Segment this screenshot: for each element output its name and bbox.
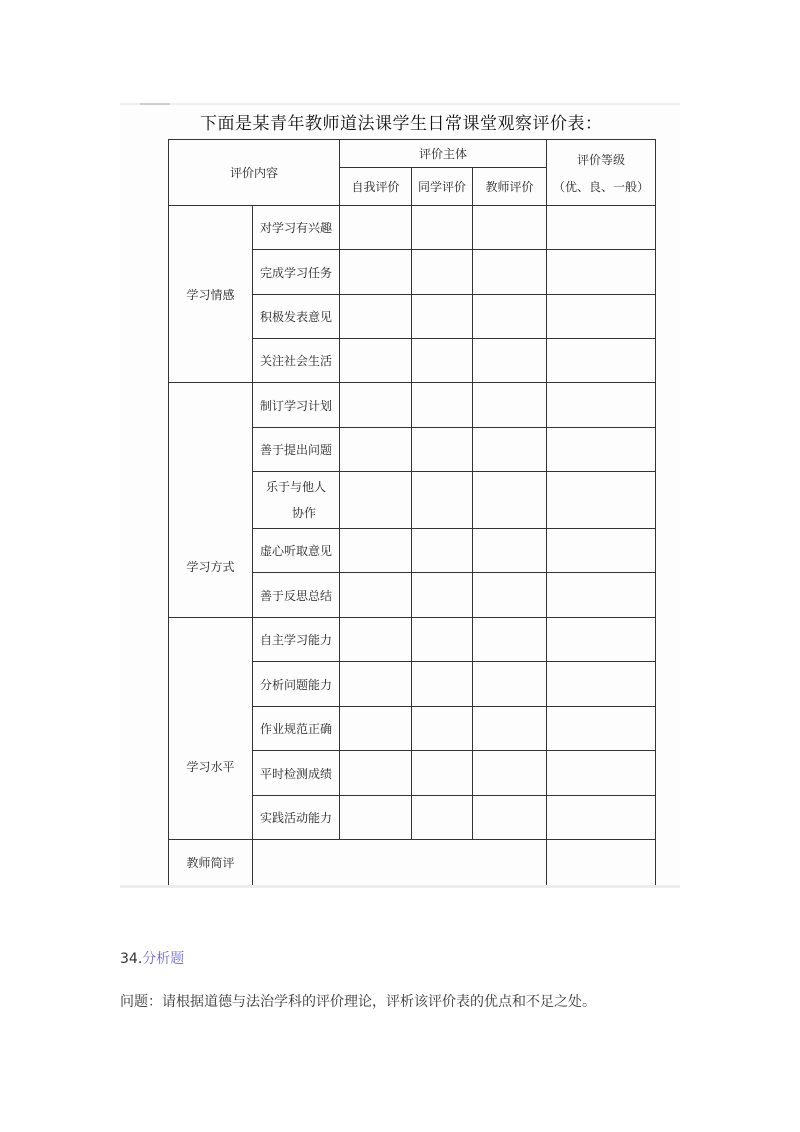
cell: [340, 383, 412, 428]
footer-comment-cell: [253, 840, 547, 886]
cell: [547, 573, 656, 618]
cell: [340, 250, 412, 295]
cell: [473, 206, 547, 250]
cell: [473, 707, 547, 751]
item-label-line1: 乐于与他人: [266, 480, 327, 494]
cell: [473, 428, 547, 472]
cell: [412, 707, 473, 751]
question-type-link[interactable]: 分析题: [142, 951, 185, 967]
cell: [340, 295, 412, 339]
header-subject: 评价主体: [340, 140, 547, 168]
header-grade: [547, 140, 656, 206]
cell: [412, 339, 473, 383]
item-label-wrapped: [253, 472, 340, 529]
cell: [547, 796, 656, 840]
cell: [547, 618, 656, 662]
cell: [340, 428, 412, 472]
cell: [547, 428, 656, 472]
cell: [547, 339, 656, 383]
cell: [340, 662, 412, 707]
cell: [412, 250, 473, 295]
group-label: [169, 383, 253, 618]
top-rule-mark: [140, 103, 170, 105]
item-label-line2: 协作: [292, 506, 317, 520]
header-peer: 同学评价: [412, 168, 473, 206]
cell: [340, 707, 412, 751]
header-teacher: 教师评价: [473, 168, 547, 206]
cell: [473, 618, 547, 662]
cell: [412, 295, 473, 339]
cell: [473, 250, 547, 295]
cell: [340, 618, 412, 662]
form-title: 下面是某青年教师道法课学生日常课堂观察评价表：: [200, 114, 603, 134]
question-text: 问题：请根据道德与法治学科的评价理论，评析该评价表的优点和不足之处。: [120, 994, 596, 1010]
cell: [473, 472, 547, 529]
footer-grade-cell: [547, 840, 656, 886]
item-label: 完成学习任务: [253, 250, 340, 295]
cell: [547, 250, 656, 295]
cell: [547, 529, 656, 573]
header-grade-note: （优、良、一般）: [553, 179, 650, 194]
cell: [412, 206, 473, 250]
cell: [547, 751, 656, 796]
question-heading: [120, 948, 184, 968]
cell: [473, 573, 547, 618]
cell: [340, 796, 412, 840]
cell: [412, 796, 473, 840]
item-label: 虚心听取意见: [253, 529, 340, 573]
cell: [547, 206, 656, 250]
cell: [340, 339, 412, 383]
item-label: 分析问题能力: [253, 662, 340, 707]
cell: [412, 662, 473, 707]
cell: [473, 529, 547, 573]
cell: [473, 383, 547, 428]
cell: [412, 529, 473, 573]
item-label: 制订学习计划: [253, 383, 340, 428]
group-label: [169, 618, 253, 840]
item-label: 积极发表意见: [253, 295, 340, 339]
item-label: 平时检测成绩: [253, 751, 340, 796]
evaluation-table: [168, 139, 656, 886]
cell: [412, 751, 473, 796]
cell: [547, 472, 656, 529]
cell: [473, 796, 547, 840]
top-rule: [120, 103, 680, 105]
cell: [340, 472, 412, 529]
item-label: 自主学习能力: [253, 618, 340, 662]
question-number: 34.: [120, 951, 143, 967]
cell: [412, 383, 473, 428]
item-label: 实践活动能力: [253, 796, 340, 840]
group-label-text: 学习方式: [186, 560, 235, 574]
cell: [412, 618, 473, 662]
item-label: 善于反思总结: [253, 573, 340, 618]
cell: [547, 295, 656, 339]
cell: [547, 707, 656, 751]
header-grade-label: 评价等级: [577, 152, 626, 167]
item-label: 对学习有兴趣: [253, 206, 340, 250]
cell: [547, 383, 656, 428]
cell: [340, 206, 412, 250]
cell: [412, 428, 473, 472]
evaluation-form-image: [120, 103, 680, 888]
cell: [340, 529, 412, 573]
bottom-rule: [120, 885, 680, 888]
item-label: 关注社会生活: [253, 339, 340, 383]
footer-label: 教师简评: [169, 840, 253, 886]
cell: [473, 751, 547, 796]
header-content: 评价内容: [169, 140, 340, 206]
group-label-text: 学习水平: [186, 760, 235, 774]
cell: [340, 573, 412, 618]
form-sheet: [120, 103, 680, 888]
cell: [473, 339, 547, 383]
cell: [340, 751, 412, 796]
cell: [473, 295, 547, 339]
cell: [412, 472, 473, 529]
cell: [547, 662, 656, 707]
item-label: 作业规范正确: [253, 707, 340, 751]
header-self: 自我评价: [340, 168, 412, 206]
item-label: 善于提出问题: [253, 428, 340, 472]
cell: [412, 573, 473, 618]
group-label: 学习情感: [169, 206, 253, 383]
cell: [473, 662, 547, 707]
